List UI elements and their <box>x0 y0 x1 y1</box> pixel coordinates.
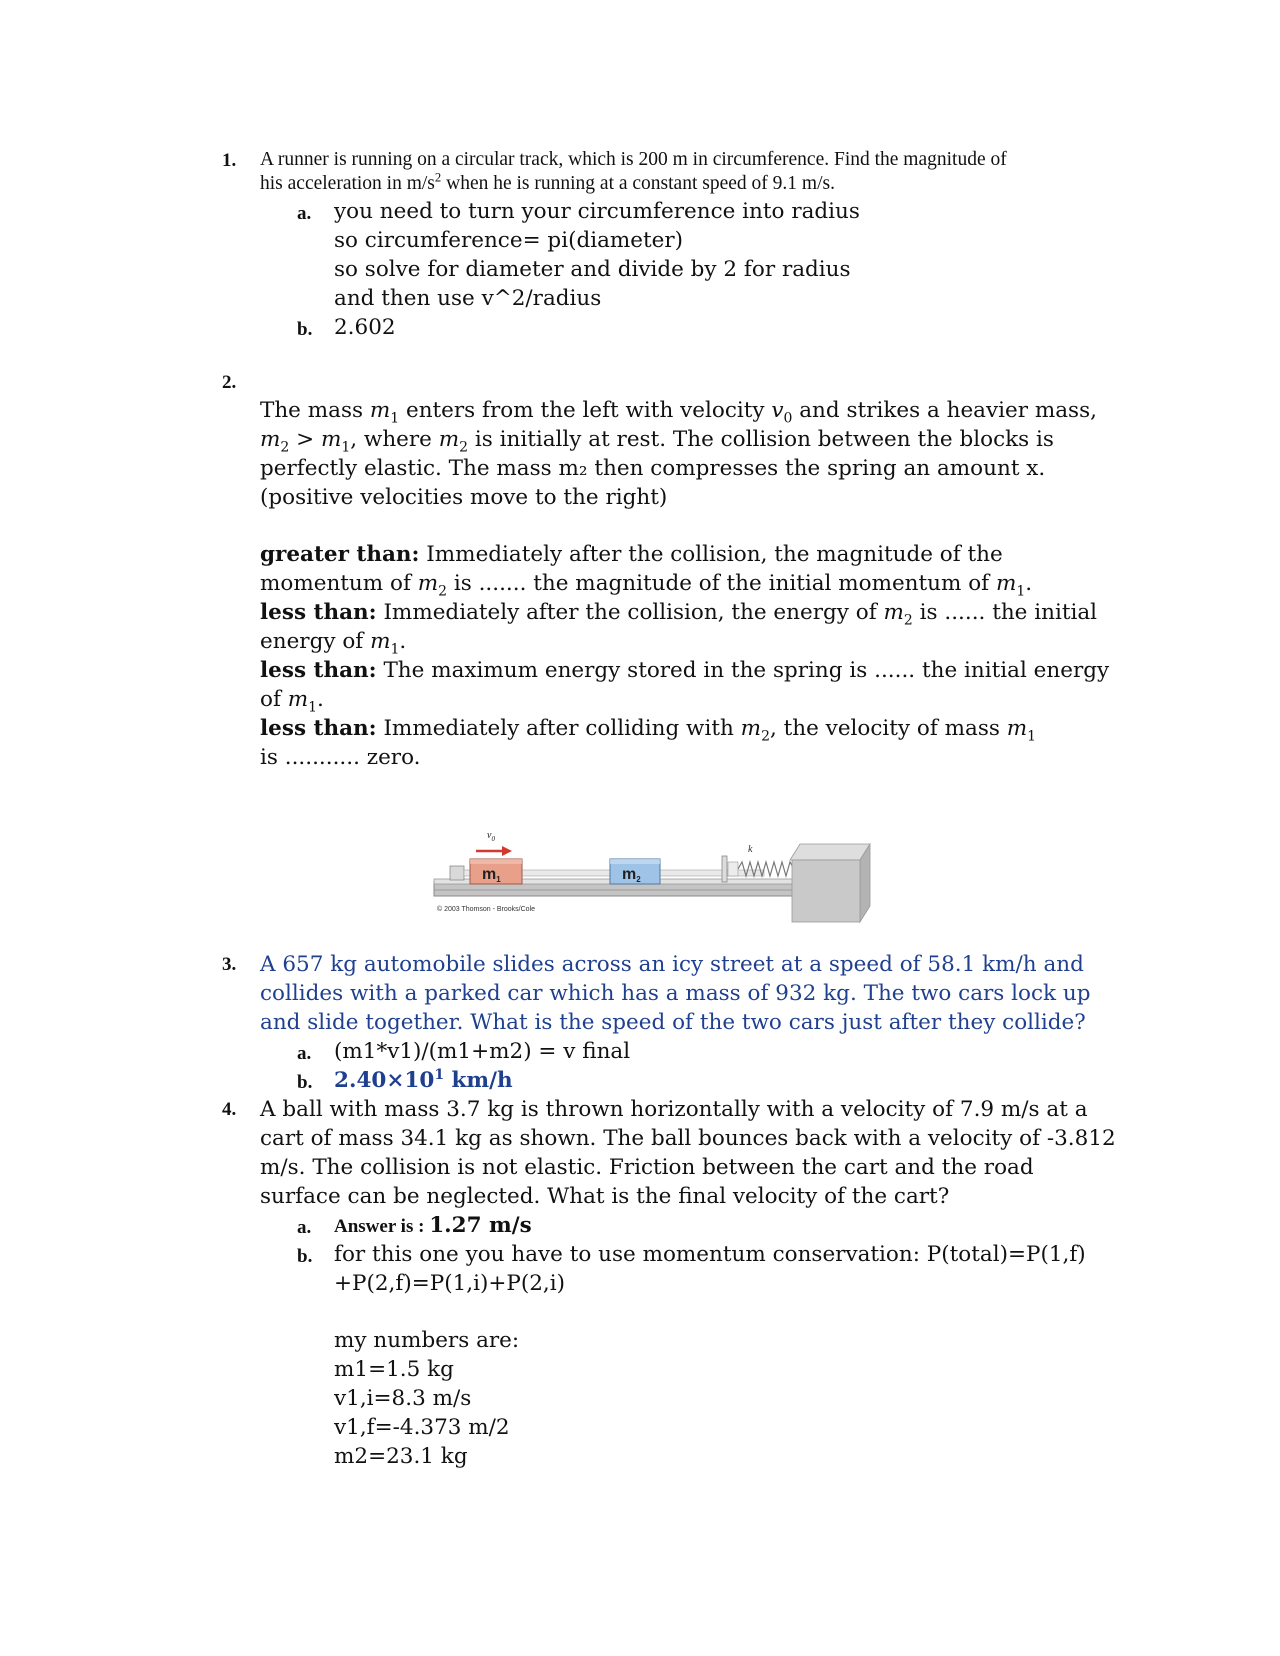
q4-b-line2: +P(2,f)=P(1,i)+P(2,i) <box>334 1271 566 1296</box>
figure-credit-text: © 2003 Thomson - Brooks/Cole <box>437 906 536 913</box>
q1-a-label: a. <box>297 203 312 224</box>
q3-a-label: a. <box>297 1043 312 1064</box>
q4-b-line1: for this one you have to use momentum conservation: P(total)=P(1,f) <box>334 1242 1086 1267</box>
q2-answer4-line1: less than: Immediately after colliding with $m_2$, the velocity of mass $m_1$ <box>260 716 1037 745</box>
q3-number: 3. <box>222 954 237 975</box>
q1-text-line2: his acceleration in $m/s^2$ when he is running at a constant speed of 9.1 m/s. <box>260 170 835 194</box>
q1-b-answer: 2.602 <box>334 315 396 340</box>
q4-numbers-line5: m2=23.1 kg <box>334 1444 468 1469</box>
q4-number: 4. <box>222 1099 237 1120</box>
q1-b-label: b. <box>297 319 313 340</box>
q1-a-line4: and then use v^2/radius <box>334 286 602 311</box>
q4-text-line3: m/s. The collision is not elastic. Friction between the cart and the road <box>260 1155 1034 1180</box>
q3-text-line1: A 657 kg automobile slides across an icy street at a speed of 58.1 km/h and <box>260 952 1084 977</box>
velocity-arrowhead <box>502 846 512 856</box>
q3-b-label: b. <box>297 1072 313 1093</box>
q2-text-line2: $m_2 > m_1$, where $m_2$ is initially at rest. The collision between the blocks is <box>260 427 1054 456</box>
q4-numbers-line3: v1,i=8.3 m/s <box>334 1386 472 1411</box>
q1-a-line3: so solve for diameter and divide by 2 for radius <box>334 257 851 282</box>
q3-a-text: (m1*v1)/(m1+m2) = v final <box>334 1039 631 1064</box>
q4-text-line4: surface can be neglected. What is the final velocity of the cart? <box>260 1184 950 1209</box>
q4-numbers-line2: m1=1.5 kg <box>334 1357 454 1382</box>
wall-front <box>792 860 860 922</box>
v0-label: $v_0$ <box>487 830 495 843</box>
q2-answer3-line2: of $m_1$. <box>260 687 324 716</box>
q3-text-line3: and slide together. What is the speed of the two cars just after they collide? <box>260 1010 1086 1035</box>
q2-answer3-line1: less than: The maximum energy stored in the spring is ...... the initial energy <box>260 658 1110 683</box>
q3-b-answer: $2.40\times 10^1$ km/h <box>334 1066 513 1093</box>
block-m2-label: m2 <box>622 866 641 884</box>
q1-a-line1: you need to turn your circumference into radius <box>334 199 860 224</box>
left-stopper <box>450 866 464 880</box>
q2-answer4-line2: is ........... zero. <box>260 745 421 770</box>
q4-a-answer: Answer is : 1.27 m/s <box>334 1213 532 1238</box>
q4-numbers-line4: v1,f=-4.373 m/2 <box>334 1415 510 1440</box>
q1-text-line1: A runner is running on a circular track, which is 200 m in circumference. Find the magnitude of <box>260 149 1007 170</box>
q4-text-line1: A ball with mass 3.7 kg is thrown horizontally with a velocity of 7.9 m/s at a <box>260 1097 1088 1122</box>
q2-number: 2. <box>222 372 237 393</box>
q4-a-label: a. <box>297 1217 312 1238</box>
q2-text-line3: perfectly elastic. The mass m₂ then compresses the spring an amount x. <box>260 456 1046 481</box>
q4-numbers-line1: my numbers are: <box>334 1328 520 1353</box>
q2-answer1-line1: greater than: Immediately after the collision, the magnitude of the <box>260 542 1003 567</box>
block-m1-label: m1 <box>482 866 501 884</box>
q2-text-line1: The mass $m_1$ enters from the left with velocity $v_0$ and strikes a heavier mass, <box>260 398 1097 427</box>
q1-number: 1. <box>222 150 237 171</box>
q2-answer2-line1: less than: Immediately after the collision, the energy of $m_2$ is ...... the initial <box>260 600 1098 629</box>
q1-a-line2: so circumference= pi(diameter) <box>334 228 684 253</box>
q2-text-line4: (positive velocities move to the right) <box>260 485 668 510</box>
spring-k-label: k <box>748 844 753 855</box>
wall-top <box>790 844 870 860</box>
spring-plate <box>722 856 727 882</box>
q2-answer2-line2: energy of $m_1$. <box>260 629 407 658</box>
q4-b-label: b. <box>297 1246 313 1267</box>
q2-answer1-line2: momentum of $m_2$ is ....... the magnitude of the initial momentum of $m_1$. <box>260 571 1033 600</box>
q4-text-line2: cart of mass 34.1 kg as shown. The ball bounces back with a velocity of -3.812 <box>260 1126 1116 1151</box>
q3-text-line2: collides with a parked car which has a mass of 932 kg. The two cars lock up <box>260 981 1091 1006</box>
spring <box>738 862 794 876</box>
